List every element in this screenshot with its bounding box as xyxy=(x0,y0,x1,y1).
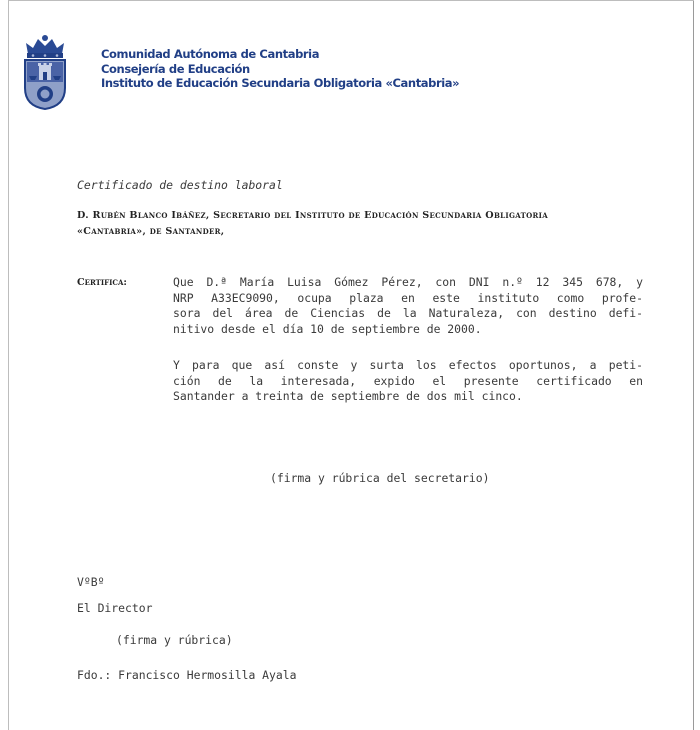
coat-of-arms-icon xyxy=(18,34,72,110)
letterhead-region: Comunidad Autónoma de Cantabria xyxy=(101,47,320,61)
letterhead-department: Consejería de Educación xyxy=(101,61,250,76)
paragraph-line: NRP A33EC9090, ocupa plaza en este instituto como profe- xyxy=(173,290,643,305)
declarant-line-1: D. Rubén Blanco Ibáñez, Secretario del Instituto de Educación Secundaria Obligatoria xyxy=(77,210,548,221)
letterhead xyxy=(101,47,459,91)
declarant-line-2: «Cantabria», de Santander, xyxy=(77,226,225,237)
secretary-signature: (firma y rúbrica del secretario) xyxy=(270,471,490,485)
letterhead-institute: Instituto de Educación Secundaria Obligatoria «Cantabria» xyxy=(101,76,460,90)
paragraph-line: Y para que así conste y surta los efectos oportunos, a peti- xyxy=(173,358,643,372)
paragraph-line: nitivo desde el día 10 de septiembre de 2000. xyxy=(173,321,482,336)
paragraph-line: sora del área de Ciencias de la Naturaleza, con destino defi- xyxy=(173,306,643,321)
declarant xyxy=(77,208,548,240)
approval-mark: VºBº xyxy=(77,575,105,589)
director-signature: (firma y rúbrica) xyxy=(116,633,233,647)
document-title: Certificado de destino laboral xyxy=(77,178,283,192)
signed-by: Fdo.: Francisco Hermosilla Ayala xyxy=(77,668,297,682)
page-top-border xyxy=(8,0,694,1)
paragraph-line: Que D.ª María Luisa Gómez Pérez, con DNI n.º 12 345 678, y xyxy=(173,275,643,289)
certifies-label: Certifica: xyxy=(77,277,127,288)
paragraph-line: ción de la interesada, expido el presente certificado en xyxy=(173,373,643,388)
certification-paragraph-2 xyxy=(173,358,643,405)
certification-paragraph-1 xyxy=(173,275,643,337)
paragraph-line: Santander a treinta de septiembre de dos mil cinco. xyxy=(173,389,523,404)
director-title: El Director xyxy=(77,601,153,615)
